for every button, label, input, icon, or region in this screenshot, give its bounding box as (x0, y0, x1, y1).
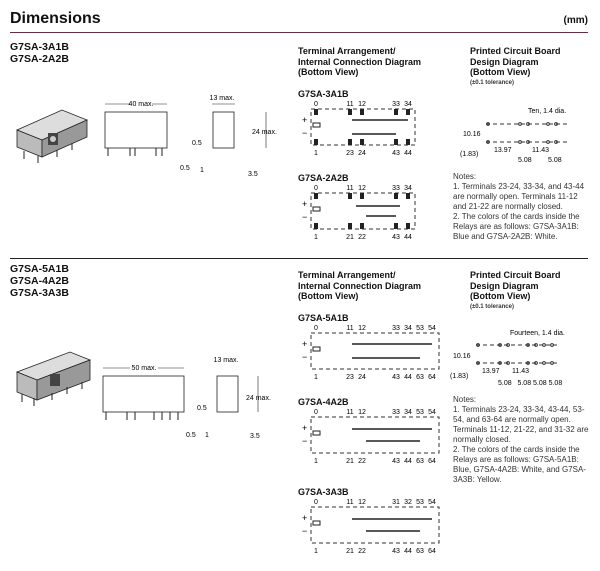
pitch-label: 5.08 (548, 157, 562, 164)
connection-diagram-3a1b (296, 99, 426, 157)
svg-text:+: + (302, 115, 308, 125)
pin-gap-label: 1 (205, 432, 209, 439)
terminal-label: 22 (358, 458, 366, 465)
terminal-label: 12 (358, 409, 366, 416)
svg-text:−: − (302, 352, 308, 362)
diagram-title: G7SA-2A2B (298, 173, 349, 183)
svg-text:−: − (302, 128, 308, 138)
pin-thickness-label: 0.5 (197, 405, 207, 412)
dimension-drawing (100, 350, 290, 442)
dim-a-label: 13.97 (494, 147, 512, 154)
terminal-label: 44 (404, 458, 412, 465)
terminal-label: 63 (416, 548, 424, 555)
connection-diagram-3a3b (296, 497, 446, 555)
terminal-label: 1 (314, 548, 318, 555)
section1-terminal-heading (298, 46, 421, 78)
pin-gap-label: 1 (200, 167, 204, 174)
terminal-label: 24 (358, 374, 366, 381)
pin-thickness-label: 0.5 (192, 140, 202, 147)
note-item: 2. The colors of the cards inside the Relays are as follows: G7SA-5A1B: Blue, G7SA-4A2B: White, and G7SA-3A3B: Yellow. (453, 445, 586, 484)
heading-line: Internal Connection Diagram (298, 280, 422, 291)
terminal-label: 64 (428, 548, 436, 555)
heading-line: (Bottom View) (470, 67, 531, 77)
heading-line: Terminal Arrangement/ (298, 270, 396, 280)
terminal-label: 22 (358, 548, 366, 555)
svg-text:−: − (302, 212, 308, 222)
terminal-label: 33 (392, 409, 400, 416)
relay-illustration (12, 340, 92, 410)
tolerance-note: (±0.1 tolerance) (470, 303, 514, 310)
terminal-label: 0 (314, 101, 318, 108)
terminal-label: 22 (358, 234, 366, 241)
terminal-label: 64 (428, 374, 436, 381)
model-name: G7SA-4A2B (10, 275, 69, 287)
terminal-label: 33 (392, 325, 400, 332)
row-spacing-label: 10.16 (463, 131, 481, 138)
section2-terminal-heading (298, 270, 421, 302)
heading-line: Terminal Arrangement/ (298, 46, 396, 56)
svg-text:+: + (302, 513, 308, 523)
terminal-label: 23 (346, 374, 354, 381)
terminal-label: 12 (358, 325, 366, 332)
dimension-drawing (100, 92, 290, 177)
terminal-label: 53 (416, 409, 424, 416)
width-label: 13 max. (209, 95, 235, 102)
connection-diagram-5a1b (296, 323, 446, 381)
heading-line: (Bottom View) (298, 291, 359, 301)
terminal-label: 12 (358, 185, 366, 192)
terminal-label: 43 (392, 458, 400, 465)
diagram-title: G7SA-4A2B (298, 397, 349, 407)
terminal-label: 33 (392, 101, 400, 108)
terminal-label: 21 (346, 548, 354, 555)
terminal-label: 31 (392, 499, 400, 506)
diagram-title: G7SA-3A3B (298, 487, 349, 497)
section2-pcb-heading (470, 270, 561, 312)
svg-text:−: − (302, 436, 308, 446)
relay-illustration (12, 95, 92, 165)
pcb-diagram-1 (458, 102, 598, 170)
terminal-label: 11 (346, 185, 354, 192)
note-item: 1. Terminals 23-24, 33-34, 43-44, 53-54, and 63-64 are normally open. Terminals 11-12, 21-22, and 31-32 are normally closed. (453, 405, 589, 444)
section1-models (10, 41, 69, 65)
holes-label: Ten, 1.4 dia. (528, 108, 567, 115)
notes-title: Notes: (453, 172, 477, 181)
heading-line: Internal Connection Diagram (298, 56, 422, 67)
model-name: G7SA-5A1B (10, 263, 69, 275)
terminal-label: 11 (346, 409, 354, 416)
diagram-title: G7SA-3A1B (298, 89, 349, 99)
unit-label: (mm) (563, 15, 588, 26)
terminal-label: 44 (404, 150, 412, 157)
terminal-label: 34 (404, 325, 412, 332)
svg-text:+: + (302, 423, 308, 433)
terminal-label: 53 (416, 325, 424, 332)
svg-text:+: + (302, 339, 308, 349)
diagram-title: G7SA-5A1B (298, 313, 349, 323)
note-item: 2. The colors of the cards inside the Relays are as follows: G7SA-3A1B: Blue and G7SA-2A2B: White. (453, 212, 580, 241)
tolerance-note: (±0.1 tolerance) (470, 79, 514, 86)
terminal-label: 63 (416, 374, 424, 381)
pcb-diagram-2 (450, 325, 600, 390)
terminal-label: 12 (358, 499, 366, 506)
terminal-label: 0 (314, 499, 318, 506)
svg-text:−: − (302, 526, 308, 536)
terminal-label: 0 (314, 409, 318, 416)
pitch-label: 5.08 (518, 157, 532, 164)
section2-models (10, 263, 69, 299)
terminal-label: 64 (428, 458, 436, 465)
heading-line: Printed Circuit Board (470, 270, 561, 280)
terminal-label: 0 (314, 185, 318, 192)
terminal-label: 63 (416, 458, 424, 465)
height-label: 24 max. (246, 395, 271, 402)
section-divider (10, 258, 588, 259)
holes-label: Fourteen, 1.4 dia. (510, 330, 565, 337)
terminal-label: 11 (346, 101, 354, 108)
terminal-label: 24 (358, 150, 366, 157)
pin-width-label: 0.5 (186, 432, 196, 439)
dim-b-label: 11.43 (512, 368, 529, 375)
page-title: Dimensions (10, 10, 101, 27)
terminal-label: 21 (346, 234, 354, 241)
terminal-label: 1 (314, 234, 318, 241)
terminal-label: 12 (358, 101, 366, 108)
model-name: G7SA-2A2B (10, 53, 69, 65)
section1-pcb-heading (470, 46, 561, 88)
note-item: 1. Terminals 23-24, 33-34, and 43-44 are normally open. Terminals 11-12 and 21-22 are normally closed. (453, 182, 585, 211)
terminal-label: 0 (314, 325, 318, 332)
heading-line: Design Diagram (470, 56, 539, 67)
terminal-label: 34 (404, 101, 412, 108)
terminal-label: 1 (314, 150, 318, 157)
terminal-label: 32 (404, 499, 412, 506)
svg-text:+: + (302, 199, 308, 209)
terminal-label: 54 (428, 499, 436, 506)
offset-label: (1.83) (450, 373, 469, 380)
pin-length-label: 3.5 (248, 171, 258, 177)
heading-line: (Bottom View) (298, 67, 359, 77)
terminal-label: 54 (428, 325, 436, 332)
length-label: 40 max. (128, 101, 154, 108)
terminal-label: 54 (428, 409, 436, 416)
terminal-label: 44 (404, 234, 412, 241)
row-spacing-label: 10.16 (453, 353, 471, 360)
connection-diagram-4a2b (296, 407, 446, 465)
pin-width-label: 0.5 (180, 165, 190, 172)
terminal-label: 53 (416, 499, 424, 506)
section1-notes (453, 172, 593, 242)
terminal-label: 11 (346, 325, 354, 332)
terminal-label: 44 (404, 548, 412, 555)
length-label: 50 max. (131, 365, 157, 372)
height-label: 24 max. (252, 129, 277, 136)
dim-b-label: 11.43 (532, 147, 549, 154)
heading-line: Printed Circuit Board (470, 46, 561, 56)
terminal-label: 43 (392, 150, 400, 157)
terminal-label: 43 (392, 234, 400, 241)
terminal-label: 23 (346, 150, 354, 157)
pitch-label: 5.08 5.08 5.08 5.08 (498, 380, 563, 387)
terminal-label: 43 (392, 374, 400, 381)
terminal-label: 43 (392, 548, 400, 555)
section2-notes (453, 395, 593, 485)
dim-a-label: 13.97 (482, 368, 500, 375)
terminal-label: 44 (404, 374, 412, 381)
terminal-label: 11 (346, 499, 354, 506)
offset-label: (1.83) (460, 151, 479, 158)
terminal-label: 33 (392, 185, 400, 192)
width-label: 13 max. (213, 357, 239, 364)
pin-length-label: 3.5 (250, 433, 260, 440)
terminal-label: 21 (346, 458, 354, 465)
connection-diagram-2a2b (296, 183, 426, 241)
model-name: G7SA-3A3B (10, 287, 69, 299)
terminal-label: 1 (314, 458, 318, 465)
terminal-label: 1 (314, 374, 318, 381)
heading-line: Design Diagram (470, 280, 539, 291)
model-name: G7SA-3A1B (10, 41, 69, 53)
notes-title: Notes: (453, 395, 477, 404)
terminal-label: 34 (404, 185, 412, 192)
title-rule (10, 32, 588, 33)
heading-line: (Bottom View) (470, 291, 531, 301)
terminal-label: 34 (404, 409, 412, 416)
